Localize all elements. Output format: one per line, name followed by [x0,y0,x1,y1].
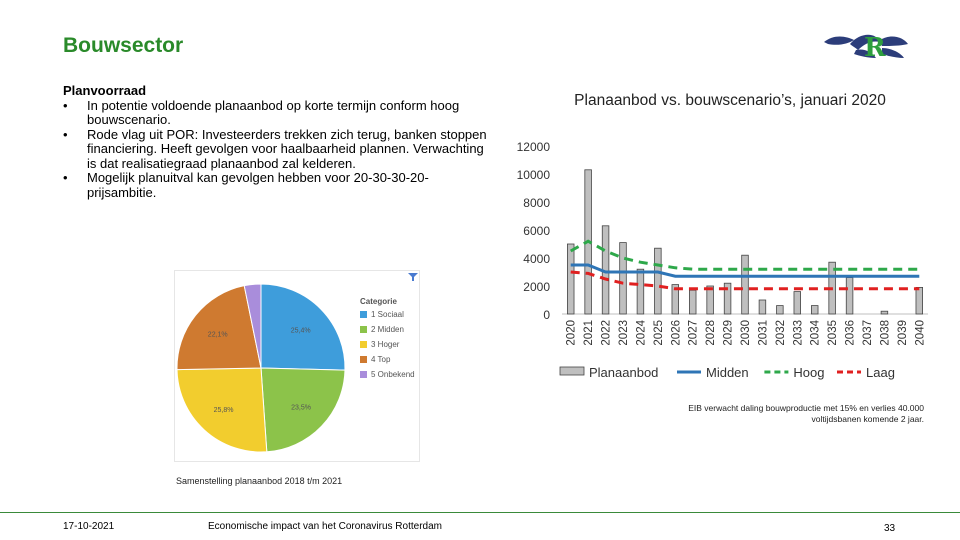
x-tick-label: 2023 [618,320,630,346]
bar-planaanbod [655,248,662,314]
x-tick-label: 2037 [862,320,874,346]
y-tick-label: 12000 [516,140,550,154]
pie-legend-label: 5 Onbekend [371,370,415,379]
pie-legend-swatch [360,341,367,348]
bar-planaanbod [811,306,818,314]
x-tick-label: 2034 [809,320,822,346]
legend-label-laag: Laag [866,365,895,380]
x-tick-label: 2040 [914,320,927,346]
y-tick-label: 8000 [523,196,550,210]
pie-value-label: 25,8% [213,406,234,414]
bullet-item: • Rode vlag uit POR: Investeerders trekken zich terug, banken stoppen financiering. Heeft gevolgen voor haalbaarheid plannen. Verwachting is dat realisatiegraad planaanbod zal kelderen. [63,128,493,172]
x-tick-label: 2022 [600,320,613,346]
bar-planaanbod [689,290,696,314]
x-tick-label: 2029 [722,320,735,346]
page-number: 33 [884,523,896,534]
slide-title: Bouwsector [63,34,184,57]
x-tick-label: 2033 [792,320,805,346]
legend-label-midden: Midden [706,365,749,380]
bar-planaanbod [620,243,627,314]
bar-planaanbod [881,311,888,314]
legend-label-planaanbod: Planaanbod [589,365,659,380]
pie-value-label: 23,5% [291,404,311,412]
x-tick-label: 2026 [670,320,683,346]
bullet-item: • Mogelijk planuitval kan gevolgen hebben voor 20-30-30-20-prijsambitie. [63,171,493,200]
x-tick-label: 2024 [635,320,648,346]
x-tick-label: 2021 [583,320,596,346]
bar-planaanbod [846,278,853,314]
x-tick-label: 2039 [896,320,909,346]
x-tick-label: 2020 [565,320,578,346]
footer-divider [0,512,960,513]
bar-planaanbod [916,287,923,314]
pie-legend-label: 3 Hoger [371,340,400,349]
bullet-item: • In potentie voldoende planaanbod op korte termijn conform hoog bouwscenario. [63,99,493,128]
x-tick-label: 2030 [740,320,752,346]
y-tick-label: 0 [543,308,550,322]
bar-planaanbod [637,269,644,314]
x-tick-label: 2025 [652,320,665,346]
pie-legend-label: 2 Midden [371,325,404,334]
pie-legend-title: Categorie [360,297,397,306]
pie-value-label: 22,1% [207,331,228,339]
y-tick-label: 10000 [516,168,550,182]
bar-planaanbod [742,255,749,314]
footer-text: Economische impact van het Coronavirus Rotterdam [208,521,442,532]
pie-caption: Samenstelling planaanbod 2018 t/m 2021 [176,476,343,486]
footer-date: 17-10-2021 [63,521,115,532]
pie-legend-swatch [360,356,367,363]
filter-icon[interactable] [408,272,418,282]
pie-legend-label: 4 Top [371,355,391,364]
legend-swatch-planaanbod [560,367,584,375]
x-tick-label: 2031 [757,320,770,346]
x-tick-label: 2027 [687,320,700,346]
y-tick-label: 4000 [523,252,550,266]
pie-legend-swatch [360,311,367,318]
pie-value-label: 25,4% [290,327,311,335]
bar-chart-title: Planaanbod vs. bouwscenario’s, januari 2020 [574,92,886,109]
x-tick-label: 2038 [879,320,892,346]
pie-legend-swatch [360,326,367,333]
x-tick-label: 2028 [705,320,718,346]
pie-legend-label: 1 Sociaal [371,310,404,319]
y-tick-label: 2000 [523,280,550,294]
pie-chart [175,271,419,461]
pie-chart-frame [174,270,420,462]
bar-planaanbod [759,300,766,314]
bar-planaanbod [794,292,801,314]
planvoorraad-heading: Planvoorraad [63,83,147,98]
x-tick-label: 2035 [827,320,840,346]
legend-label-hoog: Hoog [793,365,825,380]
x-tick-label: 2036 [844,320,857,346]
eib-note: EIB verwacht daling bouwproductie met 15% en verlies 40.000 voltijdsbanen komende 2 jaar. [688,403,924,424]
y-tick-label: 6000 [523,224,550,238]
bar-planaanbod [777,306,784,314]
x-tick-label: 2032 [774,320,787,346]
bar-planaanbod [567,244,574,314]
pie-legend-swatch [360,371,367,378]
svg-text:R: R [864,33,886,63]
